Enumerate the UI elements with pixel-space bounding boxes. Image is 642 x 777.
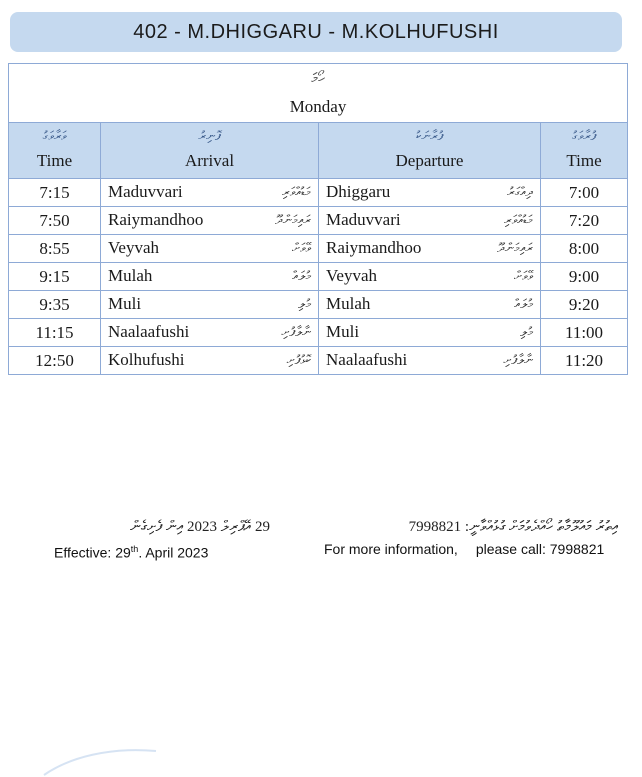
arrival-header bbox=[101, 123, 319, 179]
arrival-time-header bbox=[9, 123, 101, 179]
departure-time: 9:20 bbox=[541, 291, 628, 319]
departure-time: 9:00 bbox=[541, 263, 628, 291]
arrival-place-dhivehi: ވޭވަށް bbox=[291, 240, 311, 255]
arrival-time: 9:15 bbox=[9, 263, 101, 291]
departure-time-header-dhivehi: ފުރާވަގު bbox=[572, 128, 596, 143]
arrival-place-dhivehi: ނާލާފުށި bbox=[281, 324, 311, 339]
departure-place-name: Raiymandhoo bbox=[326, 238, 422, 257]
departure-place-dhivehi: މުލައް bbox=[514, 296, 533, 311]
departure-place bbox=[319, 291, 541, 319]
arrival-place-name: Mulah bbox=[108, 266, 153, 285]
schedule-rows bbox=[9, 179, 628, 375]
departure-place-dhivehi: މަޑުއްވަރި bbox=[503, 212, 533, 227]
departure-place bbox=[319, 319, 541, 347]
arrival-place-name: Muli bbox=[108, 294, 142, 313]
departure-place-dhivehi: ރައިމަންދޫ bbox=[496, 240, 533, 255]
arrival-place-dhivehi: ކޮޅުފުށި bbox=[286, 352, 311, 367]
effective-date bbox=[40, 539, 270, 559]
departure-place bbox=[319, 235, 541, 263]
decorative-swoosh bbox=[40, 735, 160, 777]
departure-time-header bbox=[541, 123, 628, 179]
arrival-time-header-dhivehi: ވަރާވަގު bbox=[42, 128, 67, 143]
arrival-place-name: Maduvvari bbox=[108, 182, 183, 201]
arrival-place-name: Kolhufushi bbox=[108, 350, 185, 369]
departure-header bbox=[319, 123, 541, 179]
arrival-place bbox=[101, 319, 319, 347]
departure-time: 7:20 bbox=[541, 207, 628, 235]
arrival-place-dhivehi: މުލި bbox=[298, 296, 311, 311]
arrival-place-name: Raiymandhoo bbox=[108, 210, 204, 229]
day-cell bbox=[9, 64, 628, 123]
departure-place-name: Dhiggaru bbox=[326, 182, 391, 201]
arrival-time: 7:50 bbox=[9, 207, 101, 235]
arrival-place bbox=[101, 263, 319, 291]
arrival-place bbox=[101, 179, 319, 207]
arrival-header-dhivehi: ފޮނިރު bbox=[198, 128, 221, 143]
day-label-dhivehi: ހޯމަ bbox=[311, 71, 325, 87]
departure-place-name: Mulah bbox=[326, 294, 371, 313]
table-row bbox=[9, 235, 628, 263]
departure-place bbox=[319, 263, 541, 291]
effective-date-dhivehi: 29 އޭޕްރިލް 2023 އިން ފެށިގެން bbox=[130, 519, 270, 535]
day-label: Monday bbox=[289, 97, 347, 116]
schedule-table bbox=[8, 63, 628, 375]
departure-time-header-label: Time bbox=[566, 151, 602, 170]
contact-info bbox=[318, 539, 618, 559]
departure-place-name: Naalaafushi bbox=[326, 350, 408, 369]
effective-date-prefix: Effective: 29 bbox=[54, 544, 131, 561]
effective-date-month-year: . April 2023 bbox=[138, 544, 209, 561]
effective-date-suffix: th bbox=[130, 544, 139, 554]
arrival-time-header-label: Time bbox=[36, 151, 73, 170]
arrival-time: 8:55 bbox=[9, 235, 101, 263]
departure-place-dhivehi: ދިއްގަރު bbox=[506, 184, 533, 199]
contact-phone: please call: 7998821 bbox=[475, 541, 605, 557]
arrival-place bbox=[101, 207, 319, 235]
departure-place bbox=[319, 207, 541, 235]
arrival-place bbox=[101, 291, 319, 319]
arrival-place-dhivehi: މުލައް bbox=[292, 268, 311, 283]
departure-place-name: Muli bbox=[326, 322, 360, 341]
departure-time: 11:20 bbox=[541, 347, 628, 375]
route-title: 402 - M.DHIGGARU - M.KOLHUFUSHI bbox=[10, 12, 622, 52]
arrival-time: 12:50 bbox=[9, 347, 101, 375]
header-row bbox=[9, 123, 628, 179]
table-row bbox=[9, 291, 628, 319]
departure-place bbox=[319, 347, 541, 375]
departure-header-label: Departure bbox=[395, 151, 464, 170]
departure-time: 7:00 bbox=[541, 179, 628, 207]
arrival-place bbox=[101, 235, 319, 263]
departure-time: 11:00 bbox=[541, 319, 628, 347]
departure-place-dhivehi: ވޭވަށް bbox=[513, 268, 533, 283]
table-row bbox=[9, 347, 628, 375]
departure-place bbox=[319, 179, 541, 207]
table-row bbox=[9, 179, 628, 207]
arrival-place-name: Naalaafushi bbox=[108, 322, 190, 341]
contact-info-label: For more information, bbox=[324, 541, 458, 557]
arrival-place bbox=[101, 347, 319, 375]
arrival-time: 9:35 bbox=[9, 291, 101, 319]
arrival-place-name: Veyvah bbox=[108, 238, 159, 257]
departure-place-name: Maduvvari bbox=[326, 210, 401, 229]
arrival-time: 11:15 bbox=[9, 319, 101, 347]
departure-header-dhivehi: ފުރާނަކު bbox=[416, 128, 443, 143]
day-row bbox=[9, 64, 628, 123]
contact-dhivehi: އިތުރު މައުލޫމާތު ހޯއްދެވުމަށް ގުޅުއްވާނީ: 7998821 bbox=[408, 519, 618, 535]
contact-block bbox=[318, 515, 618, 559]
table-row bbox=[9, 319, 628, 347]
arrival-place-dhivehi: ރައިމަންދޫ bbox=[274, 212, 311, 227]
effective-date-block bbox=[40, 515, 270, 559]
departure-time: 8:00 bbox=[541, 235, 628, 263]
departure-place-dhivehi: ނާލާފުށި bbox=[503, 352, 533, 367]
table-row bbox=[9, 263, 628, 291]
arrival-place-dhivehi: މަޑުއްވަރި bbox=[281, 184, 311, 199]
departure-place-dhivehi: މުލި bbox=[520, 324, 533, 339]
arrival-time: 7:15 bbox=[9, 179, 101, 207]
departure-place-name: Veyvah bbox=[326, 266, 377, 285]
arrival-header-label: Arrival bbox=[184, 151, 235, 170]
table-row bbox=[9, 207, 628, 235]
